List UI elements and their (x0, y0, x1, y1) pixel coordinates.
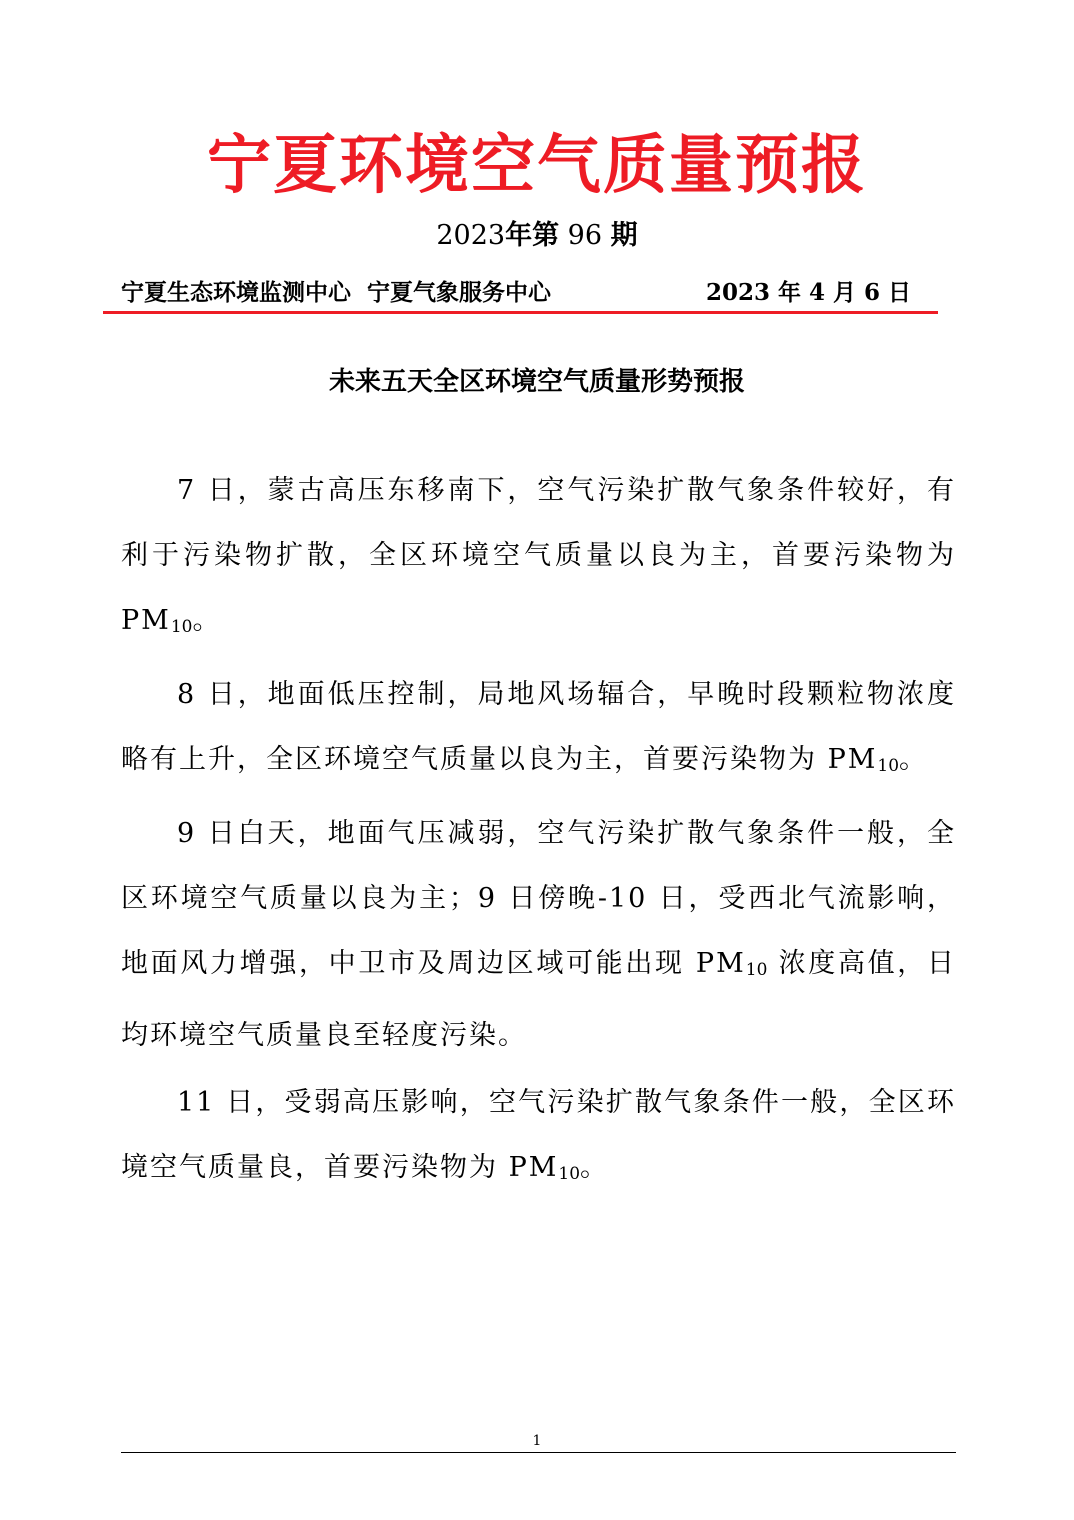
issue-num: 96 (567, 220, 603, 251)
publisher-orgs: 宁夏生态环境监测中心 宁夏气象服务中心 (121, 279, 552, 306)
issue-number (0, 216, 1074, 256)
masthead-title: 宁夏环境空气质量预报 (207, 128, 867, 203)
footer-rule (121, 1452, 956, 1453)
publish-date: 2023 年 4 月 6 日 (705, 279, 911, 306)
paragraph-day8: 8 日，地面低压控制，局地风场辐合，早晚时段颗粒物浓度略有上升，全区环境空气质量以良为主，首要污染物为 $PM_{10}$。 (121, 679, 956, 776)
paragraph-day9-10: 9 日白天，地面气压减弱，空气污染扩散气象条件一般，全区环境空气质量以良为主；9 日傍晚-10 日，受西北气流影响，地面风力增强，中卫市及周边区域可能出现 $PM_{10}$ 浓度高值，日均环境空气质量良至轻度污染。 (121, 818, 956, 1051)
page-number: 1 (532, 1433, 542, 1449)
issue-year-suffix: 年第 (505, 220, 560, 251)
issue-num-suffix: 期 (610, 220, 638, 251)
paragraph-day7: 7 日，蒙古高压东移南下，空气污染扩散气象条件较好，有利于污染物扩散，全区环境空气质量以良为主，首要污染物为 $PM_{10}$。 (121, 475, 956, 637)
forecast-body (121, 458, 956, 1207)
paragraph-day11: 11 日，受弱高压影响，空气污染扩散气象条件一般，全区环境空气质量良，首要污染物为 $PM_{10}$。 (121, 1087, 956, 1184)
header-red-rule (103, 311, 938, 314)
section-title: 未来五天全区环境空气质量形势预报 (328, 367, 745, 397)
issue-year: 2023 (436, 220, 506, 251)
publisher-row (121, 276, 921, 310)
